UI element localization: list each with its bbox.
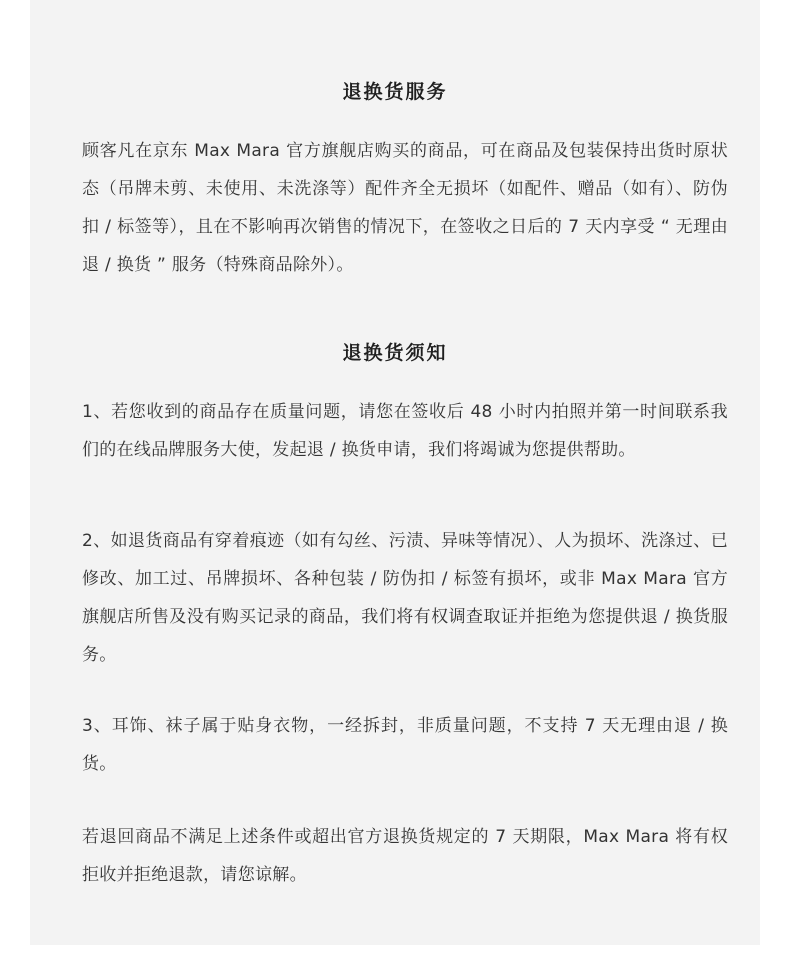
return-service-title: 退换货服务 (342, 81, 448, 103)
notice-item-3: 3、耳饰、袜子属于贴身衣物，一经拆封，非质量问题，不支持 7 天无理由退 / 换货。 (82, 716, 728, 774)
notice-item-1: 1、若您收到的商品存在质量问题，请您在签收后 48 小时内拍照并第一时间联系我们的在线品牌服务大使，发起退 / 换货申请，我们将竭诚为您提供帮助。 (82, 402, 728, 460)
return-notice-title: 退换货须知 (342, 342, 448, 364)
notice-footer: 若退回商品不满足上述条件或超出官方退换货规定的 7 天期限，Max Mara 将有权拒收并拒绝退款，请您谅解。 (82, 827, 728, 885)
return-service-body: 顾客凡在京东 Max Mara 官方旗舰店购买的商品，可在商品及包装保持出货时原状态（吊牌未剪、未使用、未洗涤等）配件齐全无损坏（如配件、赠品（如有）、防伪扣 / 标签等），且在不影响再次销售的情况下，在签收之日后的 7 天内享受 “ 无理由退 / 换货 ” 服务（特殊商品除外）。 (82, 141, 728, 275)
notice-item-2: 2、如退货商品有穿着痕迹（如有勾丝、污渍、异味等情况）、人为损坏、洗涤过、已修改、加工过、吊牌损坏、各种包装 / 防伪扣 / 标签有损坏，或非 Max Mara 官方旗舰店所售及没有购买记录的商品，我们将有权调查取证并拒绝为您提供退 / 换货服务。 (82, 531, 728, 665)
policy-panel (30, 0, 760, 945)
